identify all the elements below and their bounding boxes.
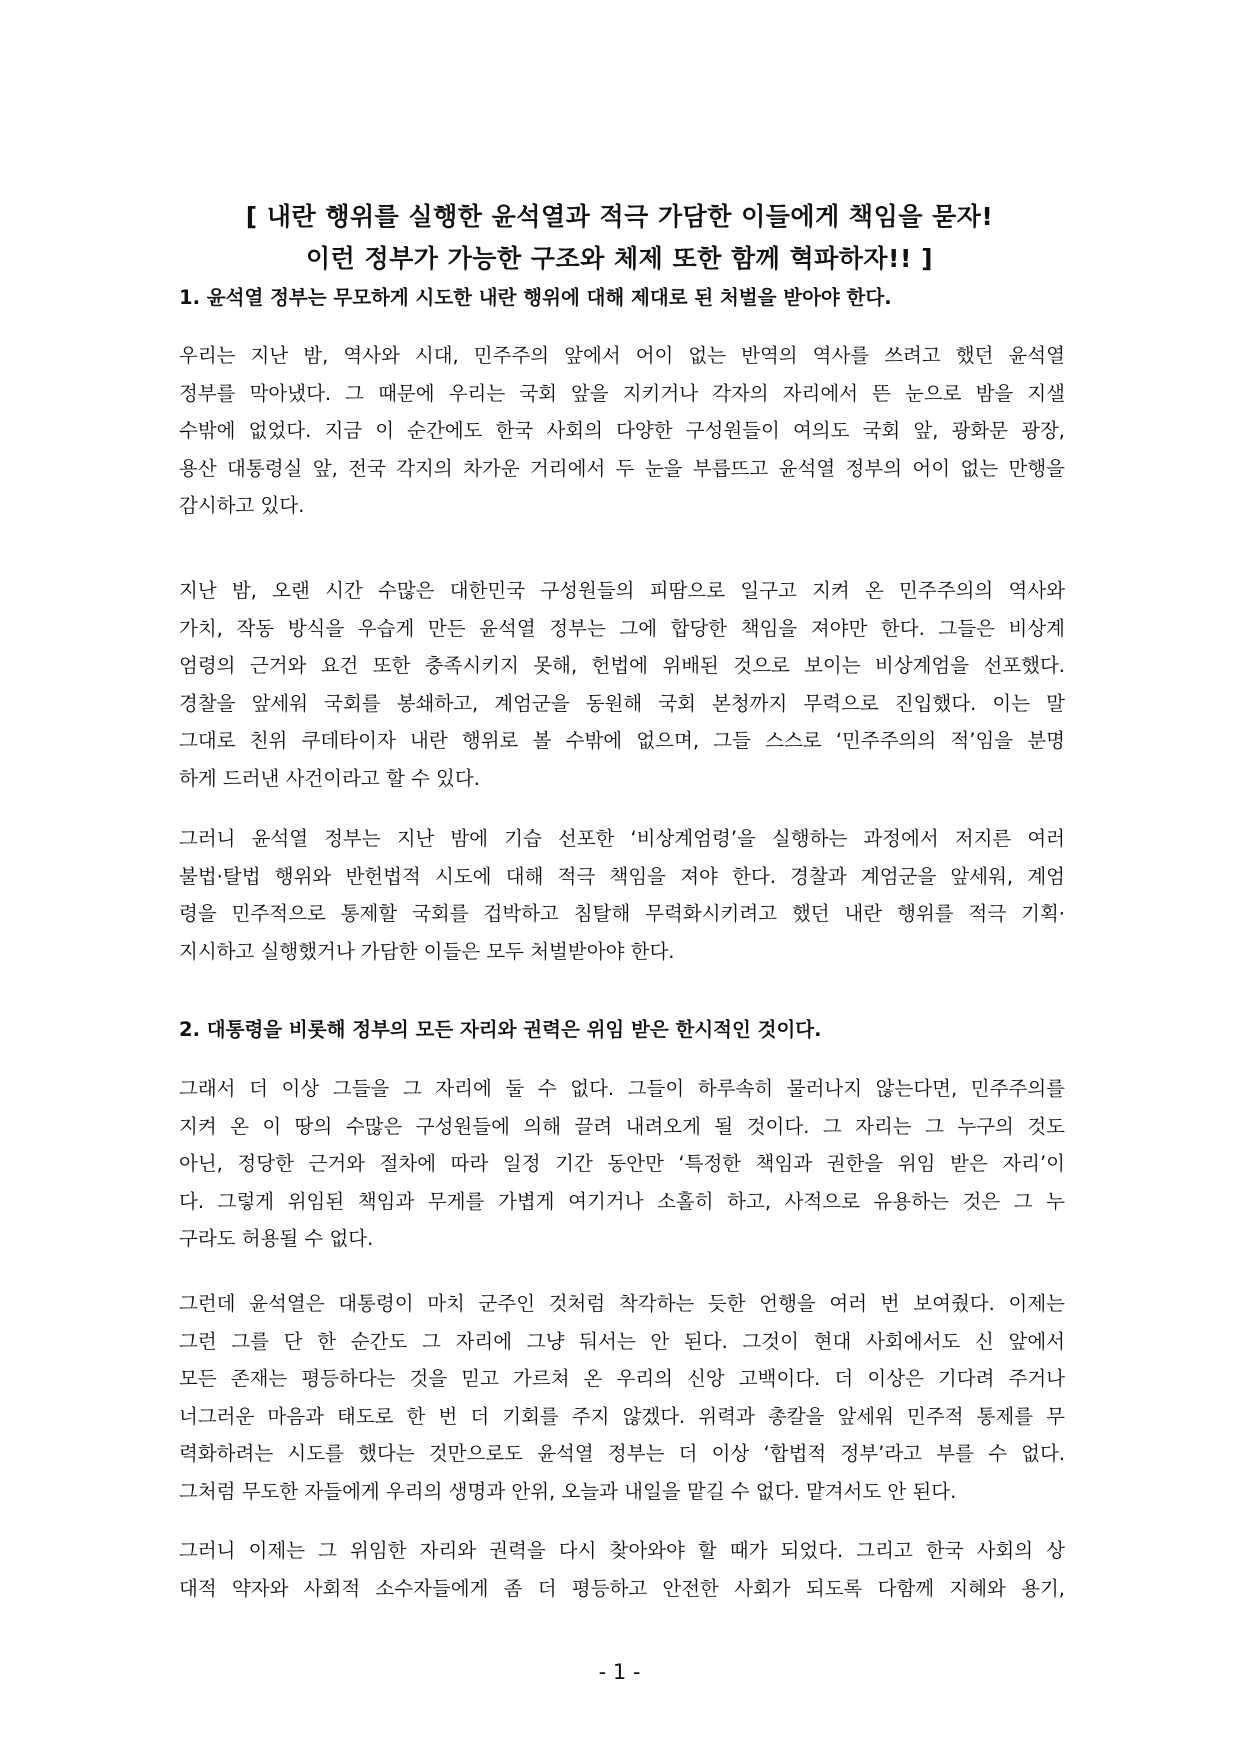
section-2-heading: 2. 대통령을 비롯해 정부의 모든 자리와 권력은 위임 받은 한시적인 것이다. (179, 1018, 822, 1041)
section-2-paragraph-2 (179, 1285, 1065, 1510)
paragraph-line: 지난 밤, 오랜 시간 수많은 대한민국 구성원들의 피땀으로 일구고 지켜 온 민주주의의 역사와 (179, 579, 1065, 602)
section-1-paragraph-1 (179, 337, 1065, 525)
paragraph-line: 그러니 이제는 그 위임한 자리와 권력을 다시 찾아와야 할 때가 되었다. 그리고 한국 사회의 상 (179, 1539, 1065, 1562)
paragraph-line: 수밖에 없었다. 지금 이 순간에도 한국 사회의 다양한 구성원들이 여의도 국회 앞, 광화문 광장, (179, 419, 1065, 442)
paragraph-line: 용산 대통령실 앞, 전국 각지의 차가운 거리에서 두 눈을 부릅뜨고 윤석열 정부의 어이 없는 만행을 (179, 456, 1065, 480)
paragraph-line: 대적 약자와 사회적 소수자들에게 좀 더 평등하고 안전한 사회가 되도록 다함께 지혜와 용기, (179, 1576, 1065, 1600)
title-line-2: 이런 정부가 가능한 구조와 체제 또한 함께 혁파하자!! ] (305, 244, 933, 273)
paragraph-line: 아닌, 정당한 근거와 절차에 따라 일정 기간 동안만 ‘특정한 책임과 권한을 위임 받은 자리’이 (179, 1152, 1065, 1175)
paragraph-line: 지시하고 실행했거나 가담한 이들은 모두 처벌받아야 한다. (179, 939, 675, 963)
section-2-paragraph-3 (179, 1532, 1065, 1607)
paragraph-line: 우리는 지난 밤, 역사와 시대, 민주주의 앞에서 어이 없는 반역의 역사를 쓰려고 했던 윤석열 (179, 344, 1065, 367)
paragraph-line: 그런데 윤석열은 대통령이 마치 군주인 것처럼 착각하는 듯한 언행을 여러 번 보여줬다. 이제는 (179, 1292, 1065, 1315)
title-line-1: [ 내란 행위를 실행한 윤석열과 적극 가담한 이들에게 책임을 묻자! (245, 202, 994, 231)
paragraph-line: 다. 그렇게 위임된 책임과 무게를 가볍게 여기거나 소홀히 하고, 사적으로 유용하는 것은 그 누 (179, 1189, 1065, 1213)
section-1-paragraph-3 (179, 820, 1065, 970)
paragraph-line: 가치, 작동 방식을 우습게 만든 윤석열 정부는 그에 합당한 책임을 져야만 한다. 그들은 비상계 (179, 616, 1065, 640)
page-number: - 1 - (598, 1660, 641, 1684)
paragraph-line: 불법·탈법 행위와 반헌법적 시도에 대해 적극 책임을 져야 한다. 경찰과 계엄군을 앞세워, 계엄 (179, 864, 1065, 888)
paragraph-line: 그대로 친위 쿠데타이자 내란 행위로 볼 수밖에 없으며, 그들 스스로 ‘민주주의의 적’임을 분명 (179, 729, 1065, 752)
paragraph-line: 하게 드러낸 사건이라고 할 수 있다. (179, 766, 480, 790)
paragraph-line: 너그러운 마음과 태도로 한 번 더 기회를 주지 않겠다. 위력과 총칼을 앞세워 민주적 통제를 무 (179, 1404, 1065, 1428)
paragraph-line: 구라도 허용될 수 없다. (179, 1227, 374, 1250)
paragraph-line: 정부를 막아냈다. 그 때문에 우리는 국회 앞을 지키거나 각자의 자리에서 뜬 눈으로 밤을 지샐 (179, 381, 1065, 405)
paragraph-line: 그래서 더 이상 그들을 그 자리에 둘 수 없다. 그들이 하루속히 물러나지 않는다면, 민주주의를 (179, 1077, 1065, 1100)
paragraph-line: 령을 민주적으로 통제할 국회를 겁박하고 침탈해 무력화시키려고 했던 내란 행위를 적극 기획· (179, 902, 1065, 925)
paragraph-line: 그처럼 무도한 자들에게 우리의 생명과 안위, 오늘과 내일을 맡길 수 없다. 맡겨서도 안 된다. (179, 1479, 957, 1503)
paragraph-line: 지켜 온 이 땅의 수많은 구성원들에 의해 끌려 내려오게 될 것이다. 그 자리는 그 누구의 것도 (179, 1114, 1065, 1138)
section-2-paragraph-1 (179, 1070, 1065, 1258)
paragraph-line: 경찰을 앞세워 국회를 봉쇄하고, 계엄군을 동원해 국회 본청까지 무력으로 진입했다. 이는 말 (179, 691, 1065, 715)
paragraph-line: 엄령의 근거와 요건 또한 충족시키지 못해, 헌법에 위배된 것으로 보이는 비상계엄을 선포했다. (179, 654, 1065, 677)
section-1-paragraph-2 (179, 572, 1065, 797)
document-title (0, 196, 1239, 280)
paragraph-line: 모든 존재는 평등하다는 것을 믿고 가르쳐 온 우리의 신앙 고백이다. 더 이상은 기다려 주거나 (179, 1367, 1065, 1390)
paragraph-line: 그런 그를 단 한 순간도 그 자리에 그냥 둬서는 안 된다. 그것이 현대 사회에서도 신 앞에서 (179, 1329, 1065, 1353)
section-1-heading: 1. 윤석열 정부는 무모하게 시도한 내란 행위에 대해 제대로 된 처벌을 받아야 한다. (179, 286, 892, 309)
paragraph-line: 감시하고 있다. (179, 494, 305, 517)
paragraph-line: 력화하려는 시도를 했다는 것만으로도 윤석열 정부는 더 이상 ‘합법적 정부’라고 부를 수 없다. (179, 1442, 1065, 1465)
paragraph-line: 그러니 윤석열 정부는 지난 밤에 기습 선포한 ‘비상계엄령’을 실행하는 과정에서 저지른 여러 (179, 827, 1065, 850)
